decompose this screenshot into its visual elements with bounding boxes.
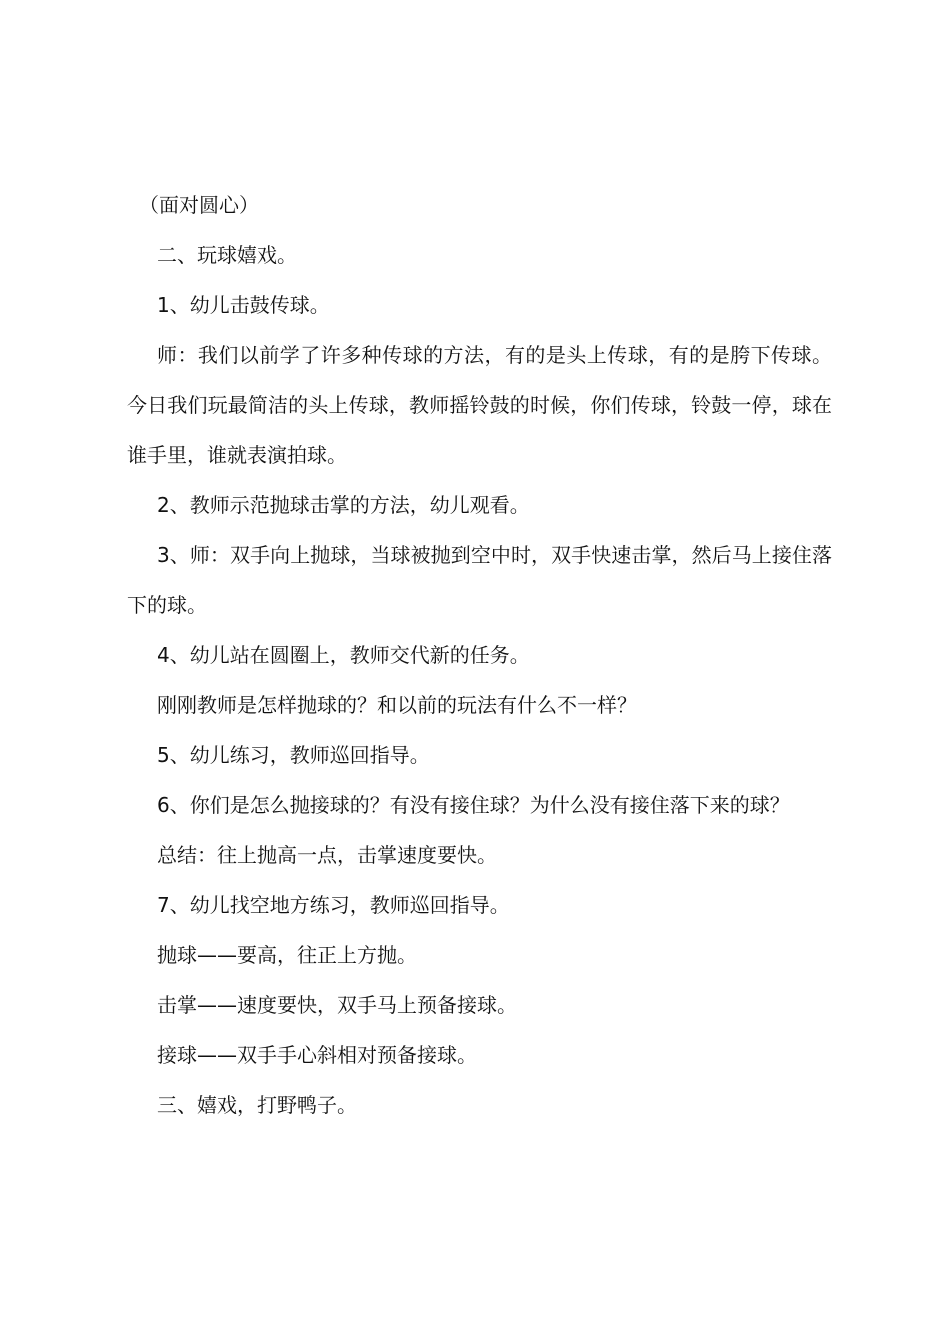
paragraph-question-how: 刚刚教师是怎样抛球的？和以前的玩法有什么不一样？ xyxy=(157,693,637,717)
tip-clap: 击掌——速度要快，双手马上预备接球。 xyxy=(157,993,517,1017)
step-1-drum-pass: 1、幼儿击鼓传球。 xyxy=(157,293,330,317)
step-5-practice: 5、幼儿练习，教师巡回指导。 xyxy=(157,743,430,767)
paragraph-teacher-intro: 师：我们以前学了许多种传球的方法，有的是头上传球，有的是胯下传球。今日我们玩最简洁的头上传球，教师摇铃鼓的时候，你们传球，铃鼓一停，球在谁手里，谁就表演拍球。 xyxy=(127,343,832,467)
section-heading-wild-duck: 三、嬉戏，打野鸭子。 xyxy=(157,1093,357,1117)
step-6-questions: 6、你们是怎么抛接球的？有没有接住球？为什么没有接住落下来的球？ xyxy=(157,793,790,817)
paragraph-summary: 总结：往上抛高一点，击掌速度要快。 xyxy=(157,843,497,867)
step-2-demonstration: 2、教师示范抛球击掌的方法，幼儿观看。 xyxy=(157,493,530,517)
step-3-teacher-explain: 3、师：双手向上抛球，当球被抛到空中时，双手快速击掌，然后马上接住落下的球。 xyxy=(127,543,832,617)
paragraph-face-center: （面对圆心） xyxy=(139,193,259,217)
document-body xyxy=(127,180,832,1130)
section-heading-ball-games: 二、玩球嬉戏。 xyxy=(157,243,297,267)
tip-throw: 抛球——要高，往正上方抛。 xyxy=(157,943,417,967)
step-4-new-task: 4、幼儿站在圆圈上，教师交代新的任务。 xyxy=(157,643,530,667)
step-7-free-practice: 7、幼儿找空地方练习，教师巡回指导。 xyxy=(157,893,510,917)
tip-catch: 接球——双手手心斜相对预备接球。 xyxy=(157,1043,477,1067)
